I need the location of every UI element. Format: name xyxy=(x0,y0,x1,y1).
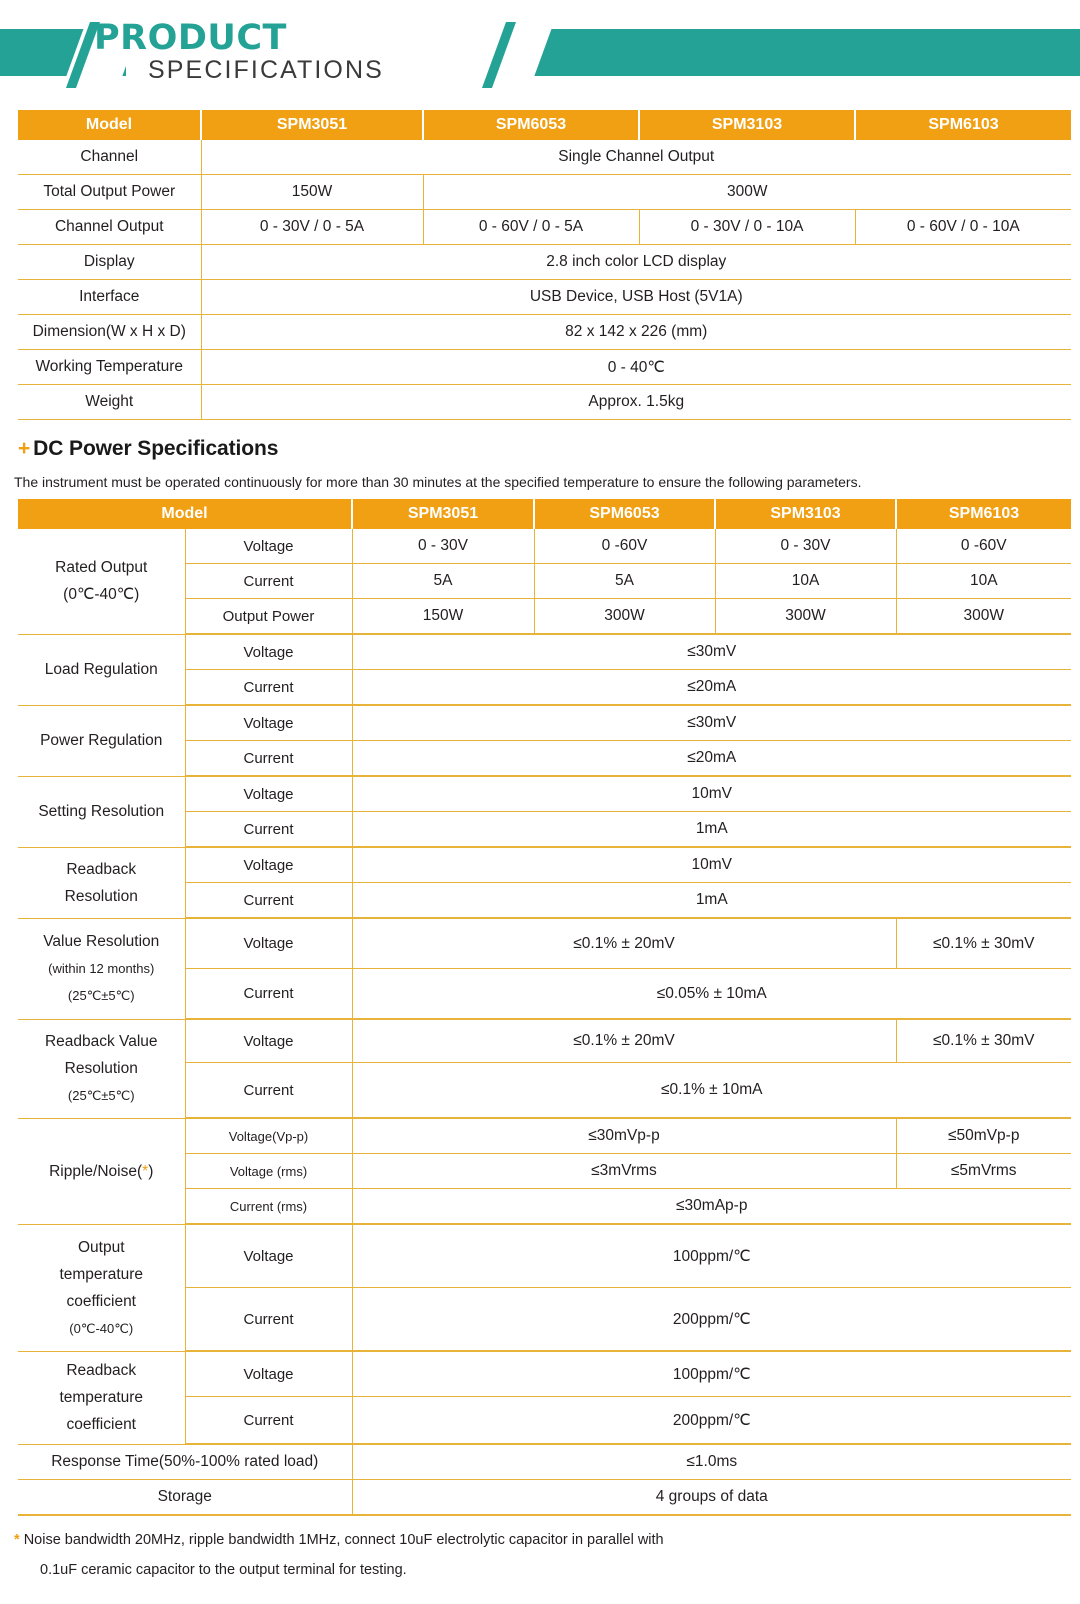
row-value-storage: 4 groups of data xyxy=(352,1480,1071,1516)
cell-value: ≤0.1% ± 20mV xyxy=(352,1019,896,1063)
group-label-line: coefficient xyxy=(66,1416,136,1433)
sub-label-current: Current xyxy=(185,1063,352,1119)
page-title-sub: SPECIFICATIONS xyxy=(148,56,384,84)
group-label-line: (0℃-40℃) xyxy=(63,586,140,604)
table-header-row xyxy=(18,110,1071,140)
row-label-working-temperature: Working Temperature xyxy=(18,350,201,385)
table-row xyxy=(18,705,1071,741)
cell-value: ≤20mA xyxy=(352,670,1071,706)
row-label-channel: Channel xyxy=(18,140,201,175)
asterisk-icon: * xyxy=(14,1532,20,1548)
cell-value: ≤30mV xyxy=(352,705,1071,741)
table-row xyxy=(18,634,1071,670)
table-row xyxy=(18,280,1071,315)
table-row xyxy=(18,1118,1071,1154)
cell-value: 200ppm/℃ xyxy=(352,1397,1071,1445)
sub-label-voltage: Voltage xyxy=(185,847,352,883)
footnote-line-1: Noise bandwidth 20MHz, ripple bandwidth 1MHz, connect 10uF electrolytic capacitor in parallel with xyxy=(23,1532,664,1548)
cell-value: ≤5mVrms xyxy=(896,1154,1071,1189)
group-label-line: Readback Value xyxy=(44,1033,158,1050)
column-header-spm3103: SPM3103 xyxy=(715,499,896,529)
table-row xyxy=(18,918,1071,969)
sub-label-current: Current xyxy=(185,812,352,848)
sub-label-voltage: Voltage xyxy=(185,529,352,564)
cell-value: 5A xyxy=(534,564,715,599)
row-label-response-time: Response Time(50%-100% rated load) xyxy=(18,1444,352,1480)
table-row xyxy=(18,1444,1071,1480)
group-label-line: temperature xyxy=(59,1265,144,1283)
group-label-ripple-noise xyxy=(18,1118,185,1224)
dc-power-section-note: The instrument must be operated continuously for more than 30 minutes at the specified temperature to ensure the following parameters. xyxy=(14,474,862,490)
row-value-dimension: 82 x 142 x 226 (mm) xyxy=(201,315,1071,350)
row-label-interface: Interface xyxy=(18,280,201,315)
cell-value: 1mA xyxy=(352,883,1071,919)
footnote-line-2: 0.1uF ceramic capacitor to the output terminal for testing. xyxy=(40,1562,407,1578)
cell-value: 10A xyxy=(896,564,1071,599)
sub-label-current: Current xyxy=(185,564,352,599)
row-value-channel-output-3: 0 - 60V / 0 - 10A xyxy=(855,210,1071,245)
sub-label-current: Current xyxy=(185,670,352,706)
column-header-spm6103: SPM6103 xyxy=(855,110,1071,140)
table-row xyxy=(18,1224,1071,1288)
cell-value: 10mV xyxy=(352,847,1071,883)
row-value-total-output-power-1: 300W xyxy=(423,175,1071,210)
group-label-line: Resolution xyxy=(64,1060,138,1077)
group-label-ripple-noise-text: Ripple/Noise(*) xyxy=(49,1162,154,1180)
row-value-weight: Approx. 1.5kg xyxy=(201,385,1071,420)
cell-value: 10A xyxy=(715,564,896,599)
group-label-readback-resolution xyxy=(18,847,185,918)
group-label-line: Rated Output xyxy=(55,559,148,577)
row-label-weight: Weight xyxy=(18,385,201,420)
page-title-main: PRODUCT xyxy=(94,18,287,58)
plus-icon: + xyxy=(18,437,31,460)
row-value-channel-output-0: 0 - 30V / 0 - 5A xyxy=(201,210,423,245)
table-row xyxy=(18,385,1071,420)
page-header-banner xyxy=(0,0,1080,110)
group-label-line: Readback xyxy=(66,1362,137,1379)
dc-power-section-title: DC Power Specifications xyxy=(33,437,279,460)
table-row xyxy=(18,175,1071,210)
group-label-line: coefficient xyxy=(66,1292,136,1310)
table-row xyxy=(18,350,1071,385)
row-value-response-time: ≤1.0ms xyxy=(352,1444,1071,1480)
column-header-model: Model xyxy=(18,110,201,140)
column-header-spm6103: SPM6103 xyxy=(896,499,1071,529)
cell-value: ≤0.05% ± 10mA xyxy=(352,969,1071,1020)
cell-value: ≤0.1% ± 20mV xyxy=(352,918,896,969)
group-label-output-temperature-coefficient xyxy=(18,1224,185,1351)
cell-value: ≤30mV xyxy=(352,634,1071,670)
sub-label-voltage: Voltage xyxy=(185,1019,352,1063)
sub-label-voltage: Voltage xyxy=(185,776,352,812)
row-value-display: 2.8 inch color LCD display xyxy=(201,245,1071,280)
group-label-line: Readback xyxy=(66,860,137,878)
group-label-readback-value-resolution xyxy=(18,1019,185,1118)
group-label-line: (25℃±5℃) xyxy=(67,988,135,1003)
table-header-row xyxy=(18,499,1071,529)
cell-value: ≤50mVp-p xyxy=(896,1118,1071,1154)
cell-value: 300W xyxy=(896,599,1071,635)
group-label-line: (25℃±5℃) xyxy=(67,1088,135,1103)
cell-value: 100ppm/℃ xyxy=(352,1224,1071,1288)
row-value-total-output-power-0: 150W xyxy=(201,175,423,210)
cell-value: 100ppm/℃ xyxy=(352,1351,1071,1397)
sub-label-voltage: Voltage xyxy=(185,1224,352,1288)
sub-label-output-power: Output Power xyxy=(185,599,352,635)
sub-label-voltage-vpp: Voltage(Vp-p) xyxy=(185,1118,352,1154)
row-label-storage: Storage xyxy=(18,1480,352,1516)
group-label-line: Output xyxy=(77,1238,125,1256)
sub-label-current: Current xyxy=(185,883,352,919)
group-label-load-regulation: Load Regulation xyxy=(18,634,185,705)
row-value-channel-output-1: 0 - 60V / 0 - 5A xyxy=(423,210,639,245)
column-header-spm6053: SPM6053 xyxy=(534,499,715,529)
cell-value: 5A xyxy=(352,564,534,599)
sub-label-voltage: Voltage xyxy=(185,634,352,670)
table-row xyxy=(18,1351,1071,1397)
table-row xyxy=(18,315,1071,350)
sub-label-voltage: Voltage xyxy=(185,918,352,969)
cell-value: 0 -60V xyxy=(896,529,1071,564)
cell-value: ≤3mVrms xyxy=(352,1154,896,1189)
table-row xyxy=(18,1019,1071,1063)
group-label-line: (within 12 months) xyxy=(48,961,155,976)
cell-value: 0 -60V xyxy=(534,529,715,564)
row-label-channel-output: Channel Output xyxy=(18,210,201,245)
table-row xyxy=(18,1480,1071,1516)
cell-value: ≤30mAp-p xyxy=(352,1189,1071,1225)
sub-label-current: Current xyxy=(185,969,352,1020)
group-label-setting-resolution: Setting Resolution xyxy=(18,776,185,847)
row-label-total-output-power: Total Output Power xyxy=(18,175,201,210)
sub-label-current-rms: Current (rms) xyxy=(185,1189,352,1225)
sub-label-voltage: Voltage xyxy=(185,705,352,741)
row-label-dimension: Dimension(W x H x D) xyxy=(18,315,201,350)
column-header-spm3103: SPM3103 xyxy=(639,110,855,140)
cell-value: 200ppm/℃ xyxy=(352,1288,1071,1352)
group-label-readback-temperature-coefficient xyxy=(18,1351,185,1444)
cell-value: ≤20mA xyxy=(352,741,1071,777)
column-header-spm6053: SPM6053 xyxy=(423,110,639,140)
cell-value: 150W xyxy=(352,599,534,635)
group-label-line: temperature xyxy=(59,1389,144,1406)
row-value-channel: Single Channel Output xyxy=(201,140,1071,175)
row-value-interface: USB Device, USB Host (5V1A) xyxy=(201,280,1071,315)
footnote xyxy=(14,1525,1080,1585)
row-value-working-temperature: 0 - 40℃ xyxy=(201,350,1071,385)
table-row xyxy=(18,245,1071,280)
table-row xyxy=(18,210,1071,245)
cell-value: 0 - 30V xyxy=(352,529,534,564)
sub-label-voltage: Voltage xyxy=(185,1351,352,1397)
row-value-channel-output-2: 0 - 30V / 0 - 10A xyxy=(639,210,855,245)
column-header-spm3051: SPM3051 xyxy=(352,499,534,529)
cell-value: ≤30mVp-p xyxy=(352,1118,896,1154)
row-label-display: Display xyxy=(18,245,201,280)
group-label-rated-output xyxy=(18,529,185,634)
sub-label-voltage-rms: Voltage (rms) xyxy=(185,1154,352,1189)
group-label-line: Value Resolution xyxy=(43,933,160,950)
cell-value: 10mV xyxy=(352,776,1071,812)
cell-value: 1mA xyxy=(352,812,1071,848)
cell-value: 300W xyxy=(715,599,896,635)
page-title xyxy=(90,18,510,85)
dc-power-section-heading xyxy=(18,437,1080,461)
general-specifications-table xyxy=(18,110,1071,420)
group-label-value-resolution xyxy=(18,918,185,1019)
table-row xyxy=(18,529,1071,564)
table-row xyxy=(18,140,1071,175)
column-header-model: Model xyxy=(18,499,352,529)
group-label-line: (0℃-40℃) xyxy=(69,1320,134,1336)
sub-label-current: Current xyxy=(185,1288,352,1352)
cell-value: 300W xyxy=(534,599,715,635)
cell-value: ≤0.1% ± 30mV xyxy=(896,1019,1071,1063)
column-header-spm3051: SPM3051 xyxy=(201,110,423,140)
dc-power-specifications-table xyxy=(18,499,1071,1516)
table-row xyxy=(18,776,1071,812)
sub-label-current: Current xyxy=(185,1397,352,1445)
group-label-power-regulation: Power Regulation xyxy=(18,705,185,776)
group-label-line: Resolution xyxy=(64,887,138,905)
table-row xyxy=(18,847,1071,883)
cell-value: ≤0.1% ± 30mV xyxy=(896,918,1071,969)
sub-label-current: Current xyxy=(185,741,352,777)
cell-value: ≤0.1% ± 10mA xyxy=(352,1063,1071,1119)
cell-value: 0 - 30V xyxy=(715,529,896,564)
